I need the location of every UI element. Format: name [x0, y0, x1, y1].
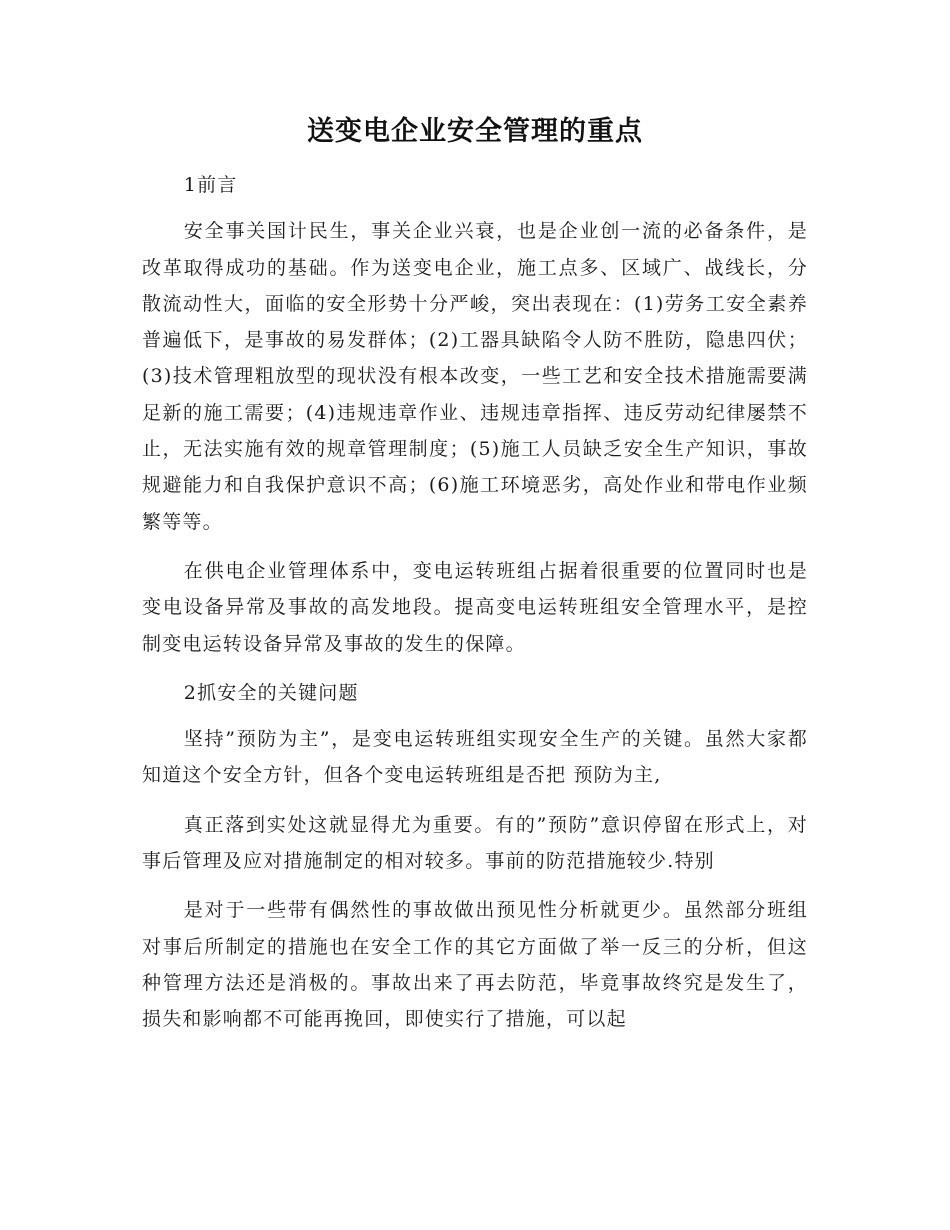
- document-body: [142, 167, 808, 1038]
- paragraph-prevention-first: 坚持”预防为主”，是变电运转班组实现安全生产的关键。虽然大家都知道这个安全方针，但各个变电运转班组是否把 预防为主,: [142, 728, 808, 787]
- paragraph-predictive-analysis: 是对于一些带有偶然性的事故做出预见性分析就更少。虽然部分班组对事后所制定的措施也在安全工作的其它方面做了举一反三的分析，但这种管理方法还是消极的。事故出来了再去防范，毕竟事故终究是发生了，损失和影响都不可能再挽回，即使实行了措施，可以起: [142, 899, 808, 1031]
- section-heading-1: 1前言: [183, 174, 238, 196]
- paragraph-safety-overview: 安全事关国计民生，事关企业兴衰，也是企业创一流的必备条件，是改革取得成功的基础。作为送变电企业，施工点多、区域广、战线长，分散流动性大，面临的安全形势十分严峻，突出表现在：(1)劳务工安全素养普遍低下，是事故的易发群体；(2)工器具缺陷令人防不胜防，隐患四伏；(3)技术管理粗放型的现状没有根本改变，一些工艺和安全技术措施需要满足新的施工需要；(4)违规违章作业、违规违章指挥、违反劳动纪律屡禁不止，无法实施有效的规章管理制度；(5)施工人员缺乏安全生产知识，事故规避能力和自我保护意识不高；(6)施工环境恶劣，高处作业和带电作业频繁等等。: [142, 220, 808, 533]
- section-heading-2: 2抓安全的关键问题: [183, 681, 359, 704]
- paragraph-implementation: 真正落到实处这就显得尤为重要。有的”预防”意识停留在形式上，对事后管理及应对措施制定的相对较多。事前的防范措施较少.特别: [142, 813, 808, 873]
- document-title: 送变电企业安全管理的重点: [307, 116, 643, 147]
- paragraph-substation-teams: 在供电企业管理体系中，变电运转班组占据着很重要的位置同时也是变电设备异常及事故的高发地段。提高变电运转班组安全管理水平，是控制变电运转设备异常及事故的发生的保障。: [142, 559, 808, 655]
